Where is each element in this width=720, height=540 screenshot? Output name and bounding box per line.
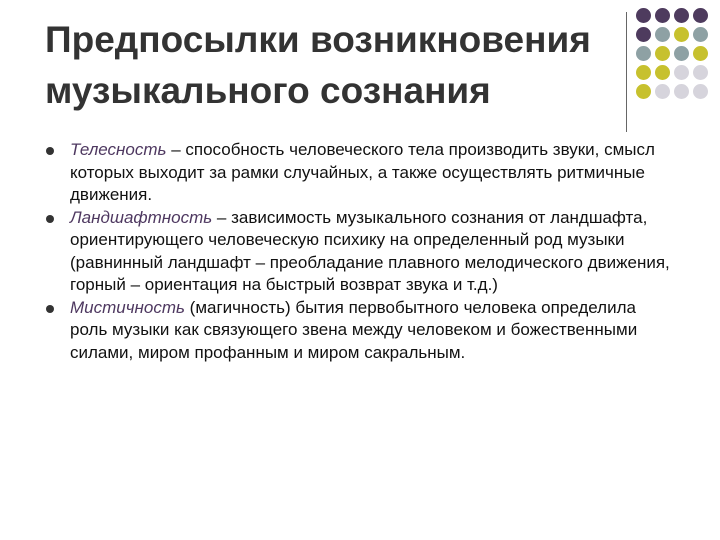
bullet-item-landshaftnost: [46, 207, 674, 297]
bullet-term: Телесность: [70, 140, 167, 159]
decorative-dot: [693, 84, 708, 99]
decorative-dot: [674, 46, 689, 61]
bullet-term: Мистичность: [70, 297, 185, 317]
decorative-dot: [693, 46, 708, 61]
slide-title-line-2: музыкального сознания: [45, 70, 491, 111]
decorative-dot: [636, 84, 651, 99]
decorative-dot: [693, 65, 708, 80]
bullet-text: (магичность) бытия первобытного человека определила роль музыки как связующего звена между человеком и божественными силами, миром профанным и миром сакральным.: [70, 297, 638, 362]
decorative-dot: [655, 84, 670, 99]
decorative-dot: [636, 27, 651, 42]
decorative-dot-grid: [636, 8, 708, 118]
decorative-dot: [655, 46, 670, 61]
decorative-dot: [636, 65, 651, 80]
vertical-divider: [626, 12, 627, 132]
decorative-dot: [655, 27, 670, 42]
slide-title: [45, 14, 625, 116]
decorative-dot: [674, 8, 689, 23]
bullet-text: – способность человеческого тела производить звуки, смысл которых выходит за рамки случайных, а также осуществлять ритмичные движения.: [70, 140, 655, 204]
decorative-dot: [636, 46, 651, 61]
bullet-text: – зависимость музыкального сознания от ландшафта, ориентирующего человеческую психику на определенный род музыки (равнинный ландшафт – преобладание плавного мелодического движения, горный – ориентация на быстрый возврат звука и т.д.): [70, 207, 670, 294]
bullet-item-telesnost: [46, 139, 674, 207]
bullet-marker: [46, 305, 54, 313]
decorative-dot: [674, 84, 689, 99]
bullet-term: Ландшафтность: [70, 207, 213, 227]
decorative-dot: [674, 65, 689, 80]
decorative-dot: [693, 27, 708, 42]
decorative-dot: [655, 8, 670, 23]
slide-title-line-1: Предпосылки возникновения: [45, 19, 591, 60]
bullet-list: [46, 139, 674, 364]
decorative-dot: [655, 65, 670, 80]
decorative-dot: [674, 27, 689, 42]
decorative-dot: [636, 8, 651, 23]
bullet-marker: [46, 215, 54, 223]
bullet-item-mistichnost: [46, 297, 674, 365]
bullet-marker: [46, 147, 54, 155]
decorative-dot: [693, 8, 708, 23]
